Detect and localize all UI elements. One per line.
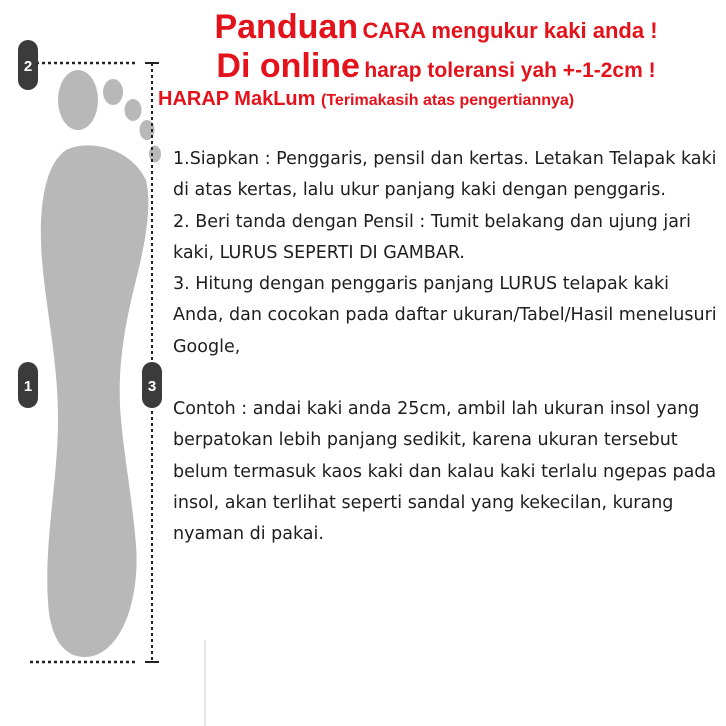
step-2: 2. Beri tanda dengan Pensil : Tumit belakang dan ujung jari kaki, LURUS SEPERTI DI GAMBAR. xyxy=(173,211,691,263)
toe-5 xyxy=(149,146,161,163)
title-cara: CARA mengukur kaki anda ! xyxy=(362,18,658,43)
title-toleransi: harap toleransi yah +-1-2cm ! xyxy=(364,59,656,83)
title-line-1 xyxy=(150,8,722,47)
toe-3 xyxy=(125,99,142,121)
title-terimakasih: (Terimakasih atas pengertiannya) xyxy=(321,92,575,110)
example-paragraph: Contoh : andai kaki anda 25cm, ambil lah ukuran insol yang berpatokan lebih panjang sedikit, karena ukuran tersebut belum termasuk kaos kaki dan kalau kaki terlalu ngepas pada insol, akan terlihat seperti sandal yang kekecilan, kurang nyaman di pakai. xyxy=(173,399,717,545)
marker-3-label: 3 xyxy=(147,378,157,395)
instructions-text xyxy=(173,144,718,551)
title-block xyxy=(150,6,722,111)
big-toe xyxy=(58,70,98,130)
marker-1-label: 1 xyxy=(23,378,33,395)
marker-2-label: 2 xyxy=(23,58,33,75)
title-line-2 xyxy=(150,47,722,86)
toe-2 xyxy=(103,79,123,105)
step-3: 3. Hitung dengan penggaris panjang LURUS telapak kaki Anda, dan cocokan pada daftar ukuran/Tabel/Hasil menelusuri Google, xyxy=(173,274,717,357)
title-harap-maklum: HARAP MakLum xyxy=(158,88,316,111)
paragraph-spacer xyxy=(173,363,718,394)
title-di-online: Di online xyxy=(216,47,360,86)
foot-sole-shape xyxy=(41,145,149,657)
title-panduan: Panduan xyxy=(214,8,359,46)
title-line-3 xyxy=(150,88,722,111)
step-1: 1.Siapkan : Penggaris, pensil dan kertas. Letakan Telapak kaki di atas kertas, lalu ukur panjang kaki dengan penggaris. xyxy=(173,149,717,201)
